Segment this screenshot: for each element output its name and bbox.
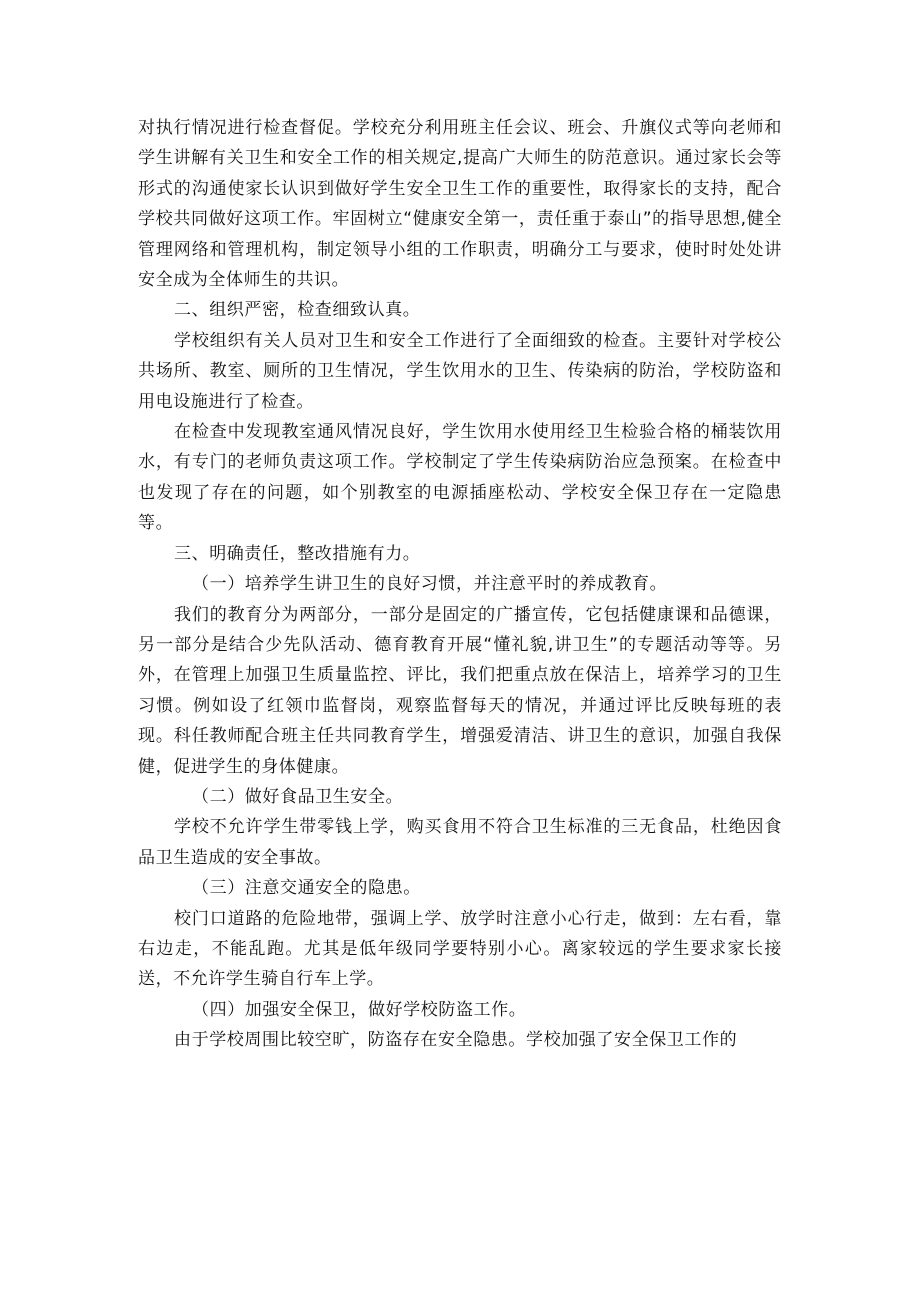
paragraph-4: 在检查中发现教室通风情况良好，学生饮用水使用经卫生检验合格的桶装饮用水，有专门的老师负责这项工作。学校制定了学生传染病防治应急预案。在检查中也发现了存在的问题，如个别教室的电源插座松动、学校安全保卫存在一定隐患等。 <box>138 422 782 534</box>
subheading-2: （二）做好食品卫生安全。 <box>192 786 404 807</box>
paragraph-1: 对执行情况进行检查督促。学校充分利用班主任会议、班会、升旗仪式等向老师和学生讲解有关卫生和安全工作的相关规定,提高广大师生的防范意识。通过家长会等形式的沟通使家长认识到做好学生安全卫生工作的重要性，取得家长的支持，配合学校共同做好这项工作。牢固树立“健康安全第一，责任重于泰山”的指导思想,健全管理网络和管理机构，制定领导小组的工作职责，明确分工与要求，使时时处处讲安全成为全体师生的共识。 <box>138 118 782 291</box>
document-body <box>138 113 782 1056</box>
paragraph-security: 由于学校周围比较空旷，防盗存在安全隐患。学校加强了安全保卫工作的 <box>174 1030 738 1051</box>
subheading-1: （一）培养学生讲卫生的良好习惯，并注意平时的养成教育。 <box>192 574 668 595</box>
subheading-4: （四）加强安全保卫，做好学校防盗工作。 <box>192 999 527 1020</box>
paragraph-education: 我们的教育分为两部分，一部分是固定的广播宣传，它包括健康课和品德课，另一部分是结合少先队活动、德育教育开展“懂礼貌,讲卫生”的专题活动等等。另外，在管理上加强卫生质量监控、评比，我们把重点放在保洁上，培养学习的卫生习惯。例如设了红领巾监督岗，观察监督每天的情况，并通过评比反映每班的表现。科任教师配合班主任共同教育学生，增强爱清洁、讲卫生的意识，加强自我保健，促进学生的身体健康。 <box>138 604 782 777</box>
section-heading-2: 二、组织严密，检查细致认真。 <box>174 300 421 321</box>
section-heading-3: 三、明确责任，整改措施有力。 <box>174 543 421 564</box>
subheading-3: （三）注意交通安全的隐患。 <box>192 878 421 899</box>
paragraph-3: 学校组织有关人员对卫生和安全工作进行了全面细致的检查。主要针对学校公共场所、教室、厕所的卫生情况，学生饮用水的卫生、传染病的防治，学校防盗和用电设施进行了检查。 <box>138 330 782 412</box>
paragraph-food-safety: 学校不允许学生带零钱上学，购买食用不符合卫生标准的三无食品，杜绝因食品卫生造成的安全事故。 <box>138 817 782 868</box>
paragraph-traffic-safety: 校门口道路的危险地带，强调上学、放学时注意小心行走，做到：左右看，靠右边走，不能乱跑。尤其是低年级同学要特别小心。离家较远的学生要求家长接送，不允许学生骑自行车上学。 <box>138 908 782 990</box>
